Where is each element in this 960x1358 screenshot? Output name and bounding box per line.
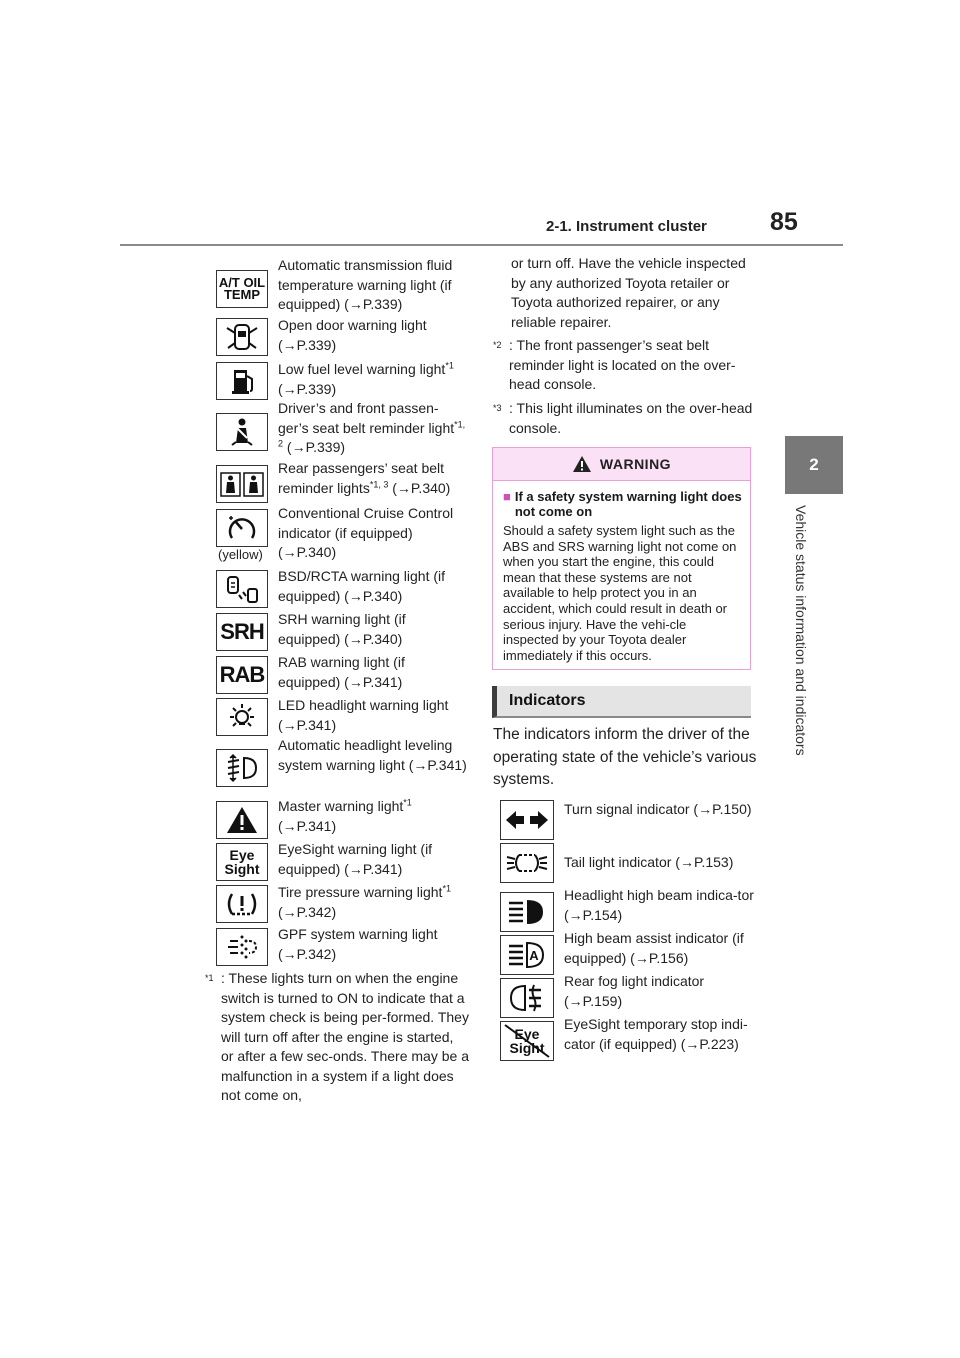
footnote-continued: [495, 254, 753, 332]
page-ref: (→P.339): [278, 380, 337, 397]
warning-light-row: [216, 925, 468, 966]
footnote: [493, 399, 753, 438]
footnote-text: : The front passenger’s seat belt reminder light is located on the over-head console.: [509, 337, 736, 392]
warning-title: WARNING: [599, 456, 672, 472]
warning-light-row: [216, 360, 473, 400]
gpf-icon: [216, 928, 268, 966]
footnote-ref: *1, 3: [369, 478, 389, 489]
warning-light-desc: [278, 459, 468, 498]
chapter-tab[interactable]: [785, 436, 843, 494]
led-headlight-icon: [216, 698, 268, 736]
indicator-row: [500, 843, 754, 883]
rab-icon: [216, 656, 268, 694]
indicator-desc: Turn signal indicator (→P.150): [564, 801, 752, 817]
footnote: [493, 336, 753, 395]
warning-light-row: [216, 610, 468, 651]
footnote-mark: *3: [493, 403, 502, 413]
warning-light-row: [216, 840, 468, 881]
warning-subtitle-text: If a safety system warning light does not come on: [514, 489, 742, 519]
footnote-ref: *1: [445, 360, 454, 371]
icon-caption: (yellow): [218, 547, 263, 562]
warning-triangle-icon: [572, 455, 592, 473]
page-ref: (→P.339): [286, 439, 346, 455]
footnote-text: : This light illuminates on the over-head console.: [509, 400, 753, 436]
warning-header: [493, 448, 750, 481]
icon-label: Eye Sight: [509, 1026, 545, 1056]
page-ref: (→P.341): [278, 817, 337, 834]
warning-light-desc: EyeSight warning light (if equipped) (→P.341): [278, 841, 433, 877]
chapter-title-text: Vehicle status information and indicators: [793, 505, 809, 756]
warning-light-row: [216, 567, 468, 608]
warning-light-desc: [278, 797, 468, 836]
footnote-mark: *2: [493, 340, 502, 350]
warning-light-row: [216, 316, 468, 356]
tire-pressure-icon: [216, 885, 268, 923]
at-oil-temp-icon: [216, 270, 268, 308]
warning-box: [492, 447, 751, 670]
cruise-control-icon: [216, 509, 268, 547]
bsd-rcta-icon: [216, 570, 268, 608]
warning-light-desc: [278, 399, 468, 458]
page-number: 85: [770, 208, 798, 236]
warning-light-row: [216, 459, 468, 503]
indicator-row: [500, 929, 754, 975]
warning-light-desc: SRH warning light (if equipped) (→P.340): [278, 611, 406, 647]
indicators-heading-text: Indicators: [509, 692, 586, 709]
warning-light-desc: Open door warning light (→P.339): [278, 317, 427, 353]
indicator-row: [500, 886, 754, 932]
fuel-pump-icon: [216, 362, 268, 400]
srh-icon: [216, 613, 268, 651]
icon-label: Eye Sight: [224, 847, 260, 877]
indicator-desc: EyeSight temporary stop indi-cator (if equipped) (→P.223): [564, 1016, 748, 1052]
footnote-text-continued: or turn off. Have the vehicle inspected by any authorized Toyota retailer or Toyota authorized repairer, or any reliable repairer.: [511, 255, 746, 330]
warning-light-row: [216, 696, 468, 736]
eyesight-stop-icon: [500, 1021, 554, 1061]
warning-light-row: [216, 399, 468, 458]
warning-subtitle: [503, 489, 750, 519]
desc-text: Tire pressure warning light: [278, 884, 443, 900]
indicator-row: [500, 1015, 754, 1061]
master-warning-icon: [216, 801, 268, 839]
warning-light-desc: [278, 883, 468, 922]
chapter-title: [779, 505, 819, 825]
desc-text: Rear passengers’ seat belt reminder lights: [278, 460, 445, 496]
indicator-desc: Tail light indicator (→P.153): [564, 854, 734, 870]
footnote: [205, 969, 469, 1106]
rear-fog-icon: [500, 978, 554, 1018]
icon-label: SRH: [220, 619, 264, 644]
chapter-number: 2: [809, 455, 819, 474]
high-beam-assist-icon: [500, 935, 554, 975]
footnote-ref: *1: [403, 797, 412, 808]
desc-text: Low fuel level warning light: [278, 361, 446, 377]
indicator-desc: High beam assist indicator (if equipped) (→P.156): [564, 930, 744, 966]
tail-light-icon: [500, 843, 554, 883]
bullet-square-icon: ■: [503, 489, 511, 504]
warning-light-desc: LED headlight warning light (→P.341): [278, 697, 449, 733]
footnote-ref: *1: [442, 883, 451, 894]
header-divider: [120, 244, 843, 246]
indicators-heading: [492, 686, 751, 718]
footnote-ref: *1, 2: [278, 418, 466, 449]
warning-light-desc: Conventional Cruise Control indicator (if equipped) (→P.340): [278, 505, 454, 560]
warning-light-row: [216, 883, 468, 923]
headlight-leveling-icon: [216, 749, 268, 787]
indicator-row: [500, 800, 754, 840]
warning-light-row: [216, 797, 468, 839]
warning-light-row: [216, 256, 468, 315]
icon-label: RAB: [219, 662, 265, 687]
warning-light-desc: [278, 360, 473, 399]
footnote-text: : These lights turn on when the engine switch is turned to ON to indicate that a system check is being per-formed. They will turn off after the engine is started, or after a few sec-onds. There may be a malfunction in a system if a light does not come on,: [221, 970, 469, 1103]
seat-belt-icon: [216, 413, 268, 451]
desc-text: Master warning light: [278, 798, 404, 814]
high-beam-icon: [500, 892, 554, 932]
warning-body: Should a safety system light such as the ABS and SRS warning light not come on when you start the engine, this could mean that these systems are not available to help protect you in an accident, which could result in death or serious injury. Have the vehi-cle inspected by your Toyota dealer immediately if this occurs.: [503, 523, 737, 663]
rear-seat-belt-icon: [216, 465, 268, 503]
indicator-desc: Rear fog light indicator (→P.159): [564, 973, 705, 1009]
warning-light-desc: Automatic transmission fluid temperature warning light (if equipped) (→P.339): [278, 257, 453, 312]
warning-light-desc: RAB warning light (if equipped) (→P.341): [278, 654, 405, 690]
warning-light-desc: Automatic headlight leveling system warning light (→P.341): [278, 737, 467, 773]
page-ref: (→P.340): [392, 479, 451, 496]
section-label: 2-1. Instrument cluster: [546, 218, 707, 235]
warning-light-desc: GPF system warning light (→P.342): [278, 926, 438, 962]
warning-light-row: [216, 653, 468, 694]
indicators-intro: The indicators inform the driver of the operating state of the vehicle’s various systems.: [493, 726, 757, 788]
footnote-mark: *1: [205, 973, 214, 983]
open-door-icon: [216, 318, 268, 356]
desc-text: Driver’s and front passen-ger’s seat belt reminder light: [278, 400, 455, 436]
turn-signal-icon: [500, 800, 554, 840]
page-ref: (→P.342): [278, 903, 337, 920]
icon-label: A/T OIL TEMP: [218, 275, 266, 302]
warning-light-desc: BSD/RCTA warning light (if equipped) (→P.340): [278, 568, 446, 604]
indicator-row: [500, 972, 754, 1018]
indicator-desc: Headlight high beam indica-tor (→P.154): [564, 887, 754, 923]
eyesight-icon: [216, 843, 268, 881]
svg-text:A: A: [529, 948, 539, 963]
warning-light-row: [216, 736, 468, 787]
